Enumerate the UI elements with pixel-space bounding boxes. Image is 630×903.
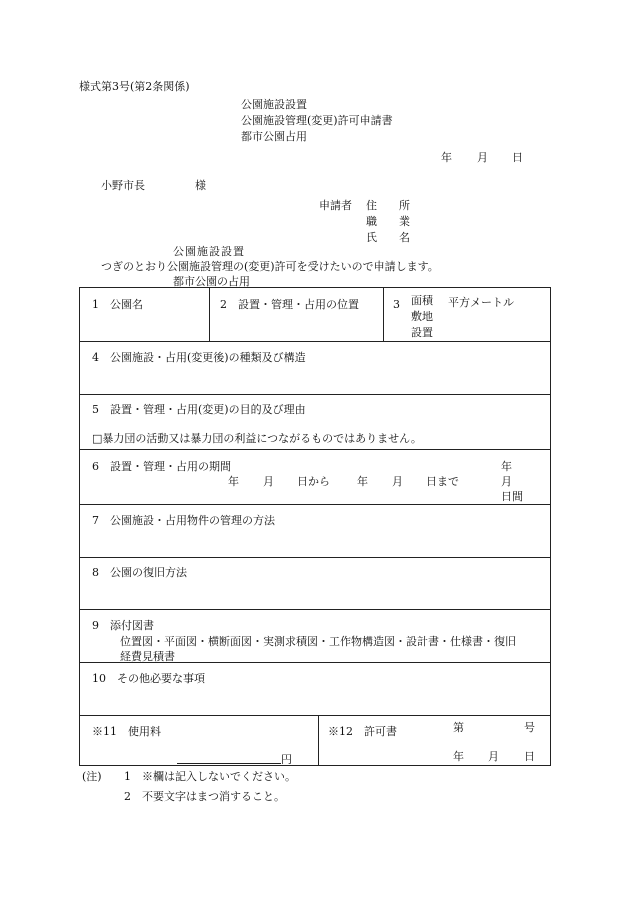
applicant-label: 申請者 [319,199,352,212]
anti-gang-checkbox-statement: □暴力団の活動又は暴力団の利益につながるものではありません。 [92,432,422,445]
facility-type-label: 4 公園施設・占用(変更後)の種類及び構造 [92,351,306,364]
location-label: 2 設置・管理・占用の位置 [220,298,359,311]
area-label-setchi: 設置 [411,326,433,339]
period-label: 6 設置・管理・占用の期間 [92,460,231,473]
other-matters-label: 10 その他必要な事項 [92,672,205,685]
intro-line-3: 都市公園の占用 [173,275,250,288]
applicant-address-label: 住 所 [366,199,410,212]
period-from-month: 月 [263,475,274,488]
applicant-name-label: 氏 名 [366,231,410,244]
area-number: 3 [393,298,400,311]
title-line-1: 公園施設設置 [241,98,307,111]
date-month-label: 月 [477,151,488,164]
area-label-shikichi: 敷地 [411,310,433,323]
period-duration-year: 年 [501,460,512,473]
usage-fee-label: ※11 使用料 [92,725,161,738]
period-to-month: 月 [392,475,403,488]
attachments-title: 9 添付図書 [92,619,154,632]
period-to-year: 年 [357,475,368,488]
period-from-year: 年 [228,475,239,488]
attachments-line-2: 経費見積書 [120,650,175,663]
management-method-label: 7 公園施設・占用物件の管理の方法 [92,514,275,527]
date-day-label: 日 [512,151,523,164]
purpose-label: 5 設置・管理・占用(変更)の目的及び理由 [92,403,306,416]
permit-date-year: 年 [453,750,464,763]
permit-label: ※12 許可書 [328,725,397,738]
note-1: 1 ※欄は記入しないでください。 [124,770,296,783]
title-line-3: 都市公園占用 [241,130,307,143]
period-duration-day: 日間 [501,490,523,503]
application-form-table [79,287,551,766]
note-2: 2 不要文字はまつ消すること。 [124,790,285,803]
intro-line-2: つぎのとおり公園施設管理の(変更)許可を受けたいので申請します。 [101,260,439,273]
area-unit: 平方メートル [448,296,514,309]
form-number: 様式第3号(第2条関係) [79,80,190,93]
addressee-honorific: 様 [195,179,206,192]
permit-date-day: 日 [524,750,535,763]
permit-number-suffix: 号 [524,721,535,734]
permit-number-prefix: 第 [453,721,464,734]
notes-label: (注) [82,770,102,783]
period-from-day: 日から [297,475,330,488]
period-duration-month: 月 [501,475,512,488]
restoration-label: 8 公園の復旧方法 [92,566,187,579]
applicant-occupation-label: 職 業 [366,215,410,228]
date-year-label: 年 [441,151,452,164]
permit-date-month: 月 [488,750,499,763]
park-name-label: 1 公園名 [92,298,143,311]
usage-fee-unit: 円 [281,753,292,766]
addressee: 小野市長 [101,179,145,192]
attachments-line-1: 位置図・平面図・横断面図・実測求積図・工作物構造図・設計書・仕様書・復旧 [120,635,516,648]
period-to-day: 日まで [426,475,459,488]
area-label-menseki: 面積 [411,294,433,307]
intro-line-1: 公園施設設置 [173,245,245,258]
title-line-2: 公園施設管理(変更)許可申請書 [241,114,393,127]
